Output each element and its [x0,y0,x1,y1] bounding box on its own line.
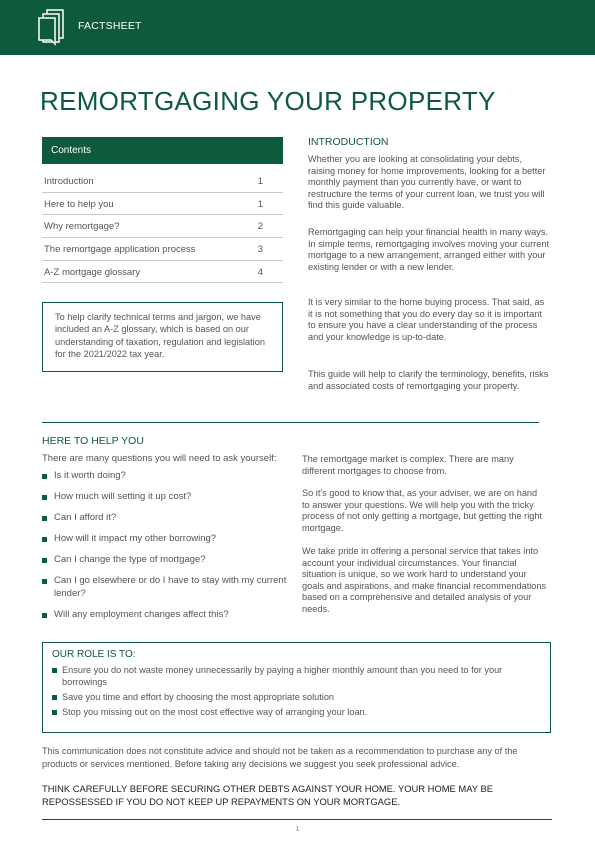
role-heading: OUR ROLE IS TO: [52,649,136,660]
list-item [42,554,292,567]
header-label: FACTSHEET [78,20,142,32]
list-item [52,706,550,718]
intro-paragraph: Whether you are looking at consolidating your debts, raising money for home improvements, looking for a better monthly payment than you currently have, or want to restructure the terms of your current loan, we trust you will find this guide valuable. [308,154,546,211]
header-bar [0,0,595,55]
list-item [42,609,292,622]
role-text: Save you time and effort by choosing the most appropriate solution [62,692,335,702]
question-text: Is it worth doing? [54,470,126,481]
disclaimer-text: This communication does not constitute advice and should not be taken as a recommendation to purchase any of the products or services mentioned. Before taking any decisions we suggest you seek professional advice. [42,746,518,769]
bullet-square-icon [42,558,47,563]
toc-item[interactable] [42,170,283,193]
bullet-square-icon [42,579,47,584]
toc-item-label: Introduction [44,176,94,187]
section-divider [42,422,539,423]
toc-item-label: The remortgage application process [44,244,196,256]
toc-item-label: A-Z mortgage glossary [44,266,141,278]
help-heading: HERE TO HELP YOU [42,435,144,447]
question-text: How much will setting it up cost? [54,491,192,502]
list-item [42,512,292,525]
question-text: Can I afford it? [54,512,117,523]
toc-item-page: 2 [257,221,263,233]
toc-item-page: 1 [257,198,263,210]
list-item [42,491,292,504]
toc-item-page: 1 [257,176,263,187]
bullet-square-icon [42,495,47,500]
toc-item-label: Here to help you [44,198,114,210]
bullet-square-icon [42,537,47,542]
intro-paragraph: Remortgaging can help your financial health in many ways. In simple terms, remortgaging involves moving your current mortgage to a new arrangement, arranged either with your existing lender or with a new lender. [308,227,550,272]
question-text: Can I change the type of mortgage? [54,554,206,565]
toc-item-label: Why remortgage? [44,221,120,233]
role-box [42,642,551,733]
help-paragraph: So it's good to know that, as your adviser, we are on hand to answer your questions. We will help you with the tricky process of not only getting a mortgage, but getting the right mortgage. [302,488,543,533]
bullet-square-icon [52,668,57,673]
contents-heading: Contents [42,137,283,164]
role-list [52,664,550,718]
question-text: How will it impact my other borrowing? [54,533,217,544]
help-paragraph: We take pride in offering a personal service that takes into account your individual circumstances. Your financial situation is unique, so we work hard to understand your goals and aspirations, and make financial recommendations based on a comprehensive and detailed analysis of your needs. [302,546,547,614]
list-item [42,533,292,546]
questions-list [42,470,292,630]
toc-item[interactable] [42,238,283,261]
question-text: Will any employment changes affect this? [54,608,229,620]
bullet-square-icon [42,613,47,618]
bullet-square-icon [52,695,57,700]
footer-divider [42,819,552,820]
list-item [42,575,292,600]
toc-item[interactable] [42,215,283,238]
question-text: Can I go elsewhere or do I have to stay with my current lender? [54,575,287,599]
toc-item[interactable] [42,261,283,284]
toc-item[interactable] [42,193,283,216]
introduction-heading: INTRODUCTION [308,136,389,148]
repossession-warning: THINK CAREFULLY BEFORE SECURING OTHER DEBTS AGAINST YOUR HOME. YOUR HOME MAY BE REPOSSESSED IF YOU DO NOT KEEP UP REPAYMENTS ON YOUR MORTGAGE. [42,783,493,807]
document-stack-icon [38,7,68,47]
role-text: Stop you missing out on the most cost effective way of arranging your loan. [62,707,368,717]
glossary-note: To help clarify technical terms and jargon, we have included an A-Z glossary, which is based on our understanding of taxation, regulation and legislation for the 2021/2022 tax year. [42,302,283,372]
intro-paragraph: This guide will help to clarify the terminology, benefits, risks and associated costs of remortgaging your property. [308,369,549,391]
help-lead: There are many questions you will need to ask yourself: [42,453,277,464]
toc-item-page: 4 [257,266,263,278]
contents-list [42,170,283,283]
page-title: REMORTGAGING YOUR PROPERTY [40,86,496,116]
help-paragraph: The remortgage market is complex. There are many different mortgages to choose from. [302,454,514,476]
bullet-square-icon [42,516,47,521]
toc-item-page: 3 [257,244,263,256]
list-item [42,470,292,483]
intro-paragraph: It is very similar to the home buying process. That said, as it is not something that you do every day so it is important to ensure you have a clear understanding of the process and your knowledge is up-to-date. [308,297,545,342]
list-item [52,691,550,703]
role-text: Ensure you do not waste money unnecessarily by paying a higher monthly amount than you need to for your borrowings [62,665,503,687]
bullet-square-icon [42,474,47,479]
list-item [52,664,507,688]
bullet-square-icon [52,710,57,715]
page-number: 1 [295,826,300,833]
